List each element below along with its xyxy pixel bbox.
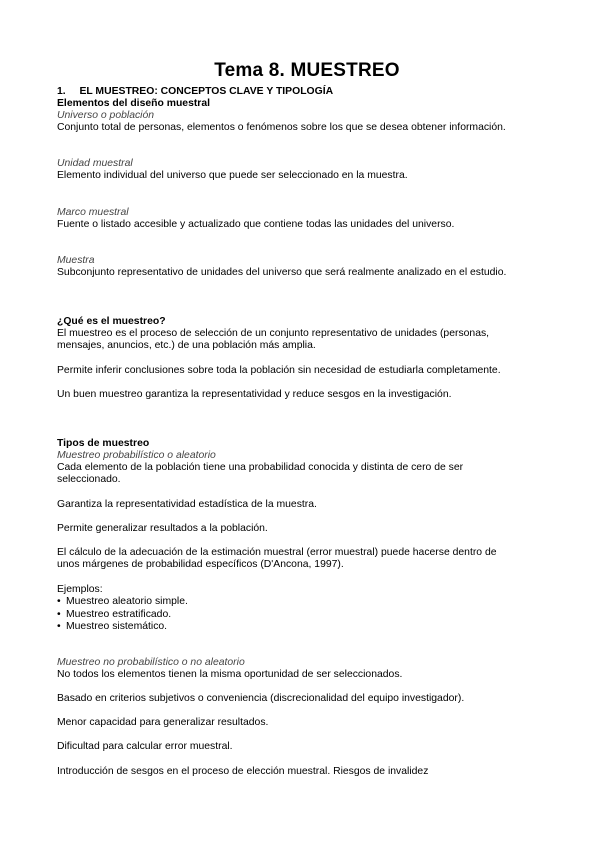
que-es-p2: Permite inferir conclusiones sobre toda la población sin necesidad de estudiarla completamente. xyxy=(57,365,501,376)
noprob-p2: Basado en criterios subjetivos o conveniencia (discrecionalidad del equipo investigador). xyxy=(57,693,465,704)
section-number: 1. xyxy=(57,86,66,97)
prob-p2: Garantiza la representatividad estadística de la muestra. xyxy=(57,499,317,510)
bullet-icon: • xyxy=(57,596,61,607)
prob-p3: Permite generalizar resultados a la población. xyxy=(57,523,268,534)
prob-p4-line2: unos márgenes de probabilidad específicos (D'Ancona, 1997). xyxy=(57,559,344,570)
term-universo: Universo o población xyxy=(57,110,155,121)
bullet-icon: • xyxy=(57,608,61,620)
que-es-p1-line1: El muestreo es el proceso de selección de un conjunto representativo de unidades (personas, xyxy=(57,328,490,339)
tipos-heading: Tipos de muestreo xyxy=(57,438,150,449)
prob-p1-line2: seleccionado. xyxy=(57,474,121,485)
prob-p1-line1: Cada elemento de la población tiene una probabilidad conocida y distinta de cero de ser xyxy=(57,462,464,473)
examples-list xyxy=(57,596,188,634)
section-title: EL MUESTREO: CONCEPTOS CLAVE Y TIPOLOGÍA xyxy=(79,86,334,97)
bullet-icon: • xyxy=(57,621,61,632)
list-item: • Muestreo aleatorio simple. xyxy=(57,596,188,607)
term-muestra: Muestra xyxy=(57,255,95,266)
noprob-p5: Introducción de sesgos en el proceso de elección muestral. Riesgos de invalidez xyxy=(57,766,429,777)
list-item: • Muestreo estratificado. xyxy=(57,608,172,620)
que-es-p3: Un buen muestreo garantiza la representatividad y reduce sesgos en la investigación. xyxy=(57,389,452,400)
que-es-p1-line2: mensajes, anuncios, etc.) de una población más amplia. xyxy=(57,340,316,351)
noprob-p4: Dificultad para calcular error muestral. xyxy=(57,741,233,752)
term-unidad: Unidad muestral xyxy=(57,158,133,169)
page-title: Tema 8. MUESTREO xyxy=(214,60,400,81)
def-universo: Conjunto total de personas, elementos o fenómenos sobre los que se desea obtener información. xyxy=(57,122,506,133)
def-muestra: Subconjunto representativo de unidades del universo que será realmente analizado en el estudio. xyxy=(57,267,507,278)
prob-p4-line1: El cálculo de la adecuación de la estimación muestral (error muestral) puede hacerse dentro de xyxy=(57,547,497,558)
section-heading xyxy=(57,86,333,99)
term-probabilistico: Muestreo probabilístico o aleatorio xyxy=(57,450,216,461)
subsection-heading: Elementos del diseño muestral xyxy=(57,98,211,109)
def-marco: Fuente o listado accesible y actualizado que contiene todas las unidades del universo. xyxy=(57,219,455,230)
term-marco: Marco muestral xyxy=(57,207,129,218)
examples-label: Ejemplos: xyxy=(57,584,103,595)
noprob-p3: Menor capacidad para generalizar resultados. xyxy=(57,717,269,728)
def-unidad: Elemento individual del universo que puede ser seleccionado en la muestra. xyxy=(57,170,408,181)
noprob-p1: No todos los elementos tienen la misma oportunidad de ser seleccionados. xyxy=(57,669,403,680)
list-item: • Muestreo sistemático. xyxy=(57,621,168,632)
que-es-heading: ¿Qué es el muestreo? xyxy=(57,316,166,327)
term-no-probabilistico: Muestreo no probabilístico o no aleatorio xyxy=(57,657,245,668)
